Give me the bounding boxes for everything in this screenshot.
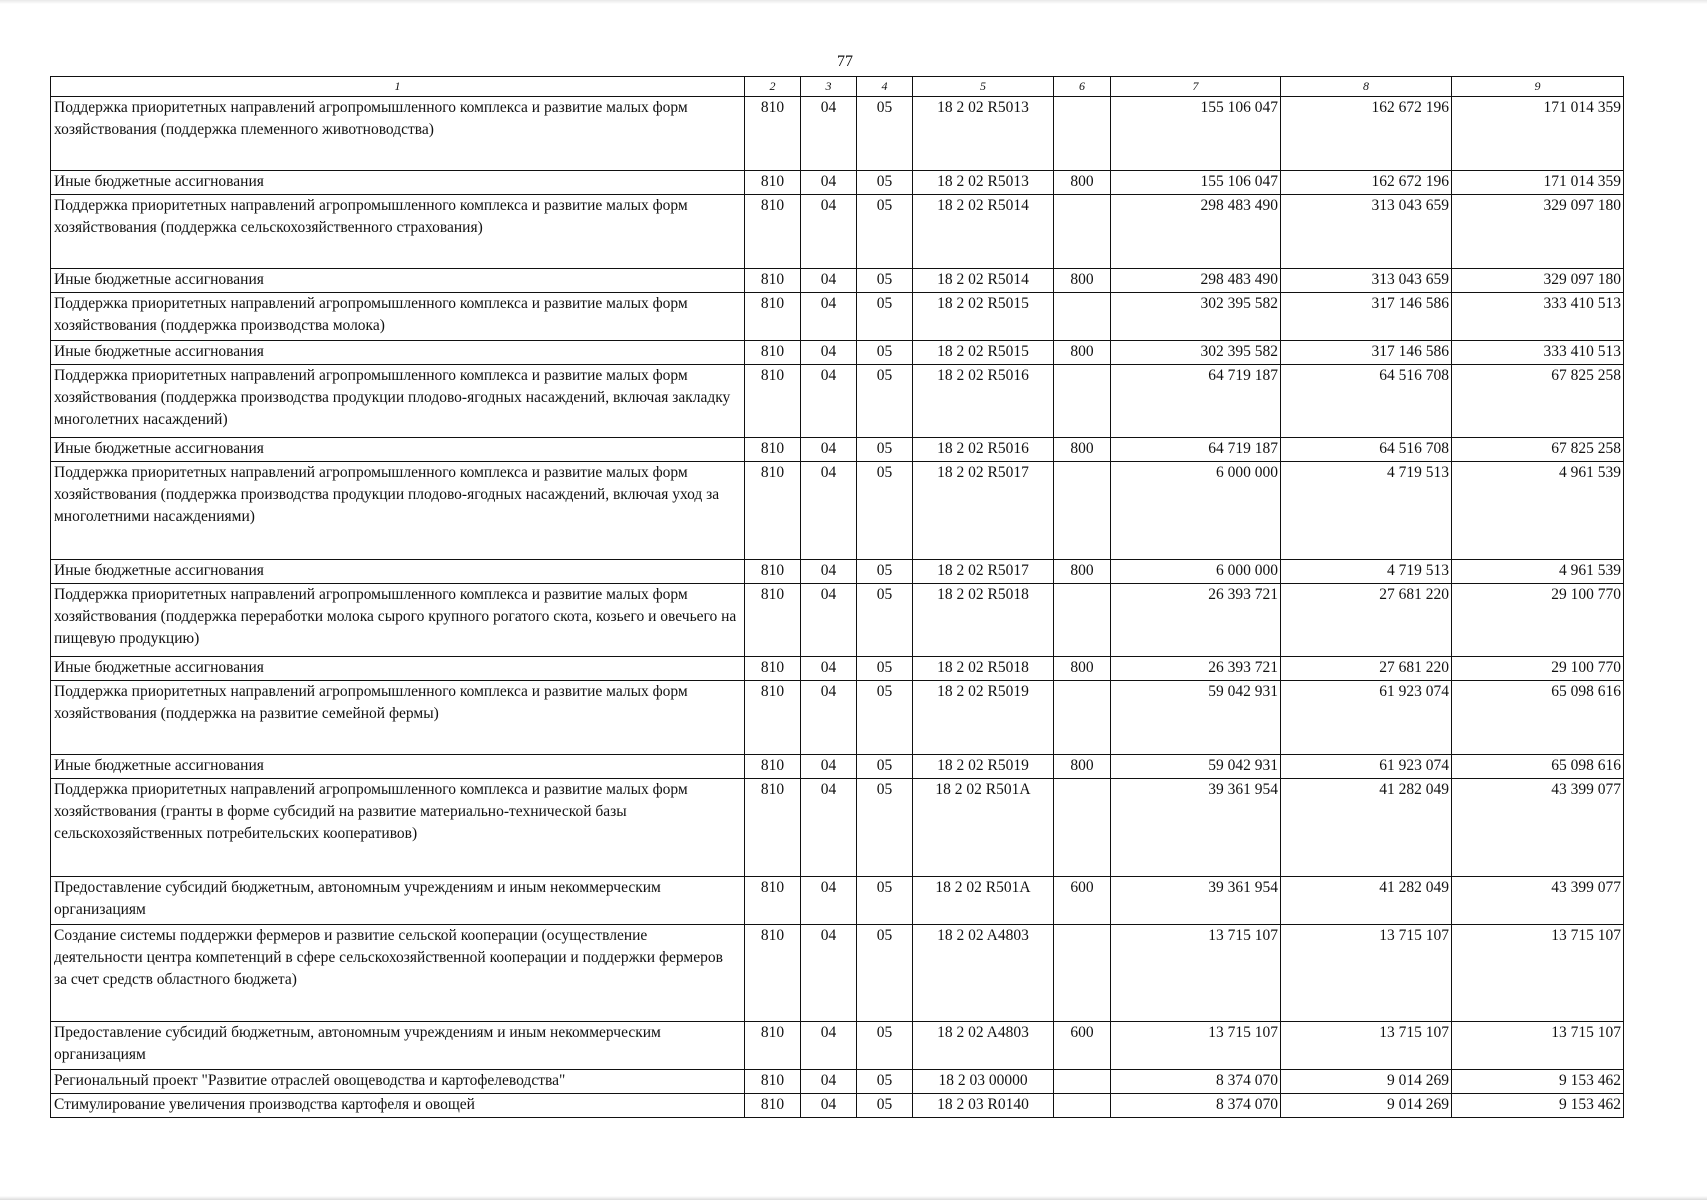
scan-edge-top <box>0 0 1707 4</box>
cell-col-8: 9 014 269 <box>1281 1070 1452 1094</box>
cell-col-7: 6 000 000 <box>1111 560 1281 584</box>
cell-col-3: 04 <box>801 755 857 779</box>
cell-col-3: 04 <box>801 365 857 438</box>
header-col-5: 5 <box>913 77 1054 97</box>
cell-col-6 <box>1054 925 1111 1022</box>
row-name-cell: Поддержка приоритетных направлений агропромышленного комплекса и развитие малых форм хозяйствования (поддержка переработки молока сырого крупного рогатого скота, козьего и овечьего на пищевую продукцию) <box>51 584 745 657</box>
cell-col-8: 64 516 708 <box>1281 438 1452 462</box>
cell-col-3: 04 <box>801 1022 857 1070</box>
cell-col-5: 18 2 02 R5014 <box>913 195 1054 269</box>
cell-col-4: 05 <box>857 1070 913 1094</box>
table-row <box>51 1094 1624 1118</box>
cell-col-6: 800 <box>1054 438 1111 462</box>
table-row <box>51 925 1624 1022</box>
cell-col-8: 13 715 107 <box>1281 925 1452 1022</box>
cell-col-7: 155 106 047 <box>1111 171 1281 195</box>
cell-col-8: 162 672 196 <box>1281 97 1452 171</box>
row-name-cell: Иные бюджетные ассигнования <box>51 341 745 365</box>
cell-col-5: 18 2 02 R5019 <box>913 755 1054 779</box>
cell-col-4: 05 <box>857 365 913 438</box>
cell-col-6 <box>1054 195 1111 269</box>
cell-col-7: 39 361 954 <box>1111 779 1281 877</box>
table-row <box>51 462 1624 560</box>
cell-col-2: 810 <box>745 657 801 681</box>
cell-col-7: 6 000 000 <box>1111 462 1281 560</box>
cell-col-5: 18 2 02 R5013 <box>913 97 1054 171</box>
row-name-cell: Иные бюджетные ассигнования <box>51 755 745 779</box>
cell-col-2: 810 <box>745 365 801 438</box>
table-row <box>51 560 1624 584</box>
cell-col-7: 59 042 931 <box>1111 681 1281 755</box>
cell-col-5: 18 2 02 R5014 <box>913 269 1054 293</box>
table-row <box>51 779 1624 877</box>
table-row <box>51 195 1624 269</box>
cell-col-6 <box>1054 1094 1111 1118</box>
cell-col-9: 333 410 513 <box>1452 293 1624 341</box>
cell-col-2: 810 <box>745 341 801 365</box>
cell-col-6 <box>1054 681 1111 755</box>
cell-col-3: 04 <box>801 1094 857 1118</box>
cell-col-9: 4 961 539 <box>1452 462 1624 560</box>
cell-col-5: 18 2 02 A4803 <box>913 925 1054 1022</box>
cell-col-7: 298 483 490 <box>1111 269 1281 293</box>
cell-col-3: 04 <box>801 925 857 1022</box>
cell-col-4: 05 <box>857 560 913 584</box>
table-row <box>51 755 1624 779</box>
cell-col-2: 810 <box>745 438 801 462</box>
cell-col-4: 05 <box>857 195 913 269</box>
cell-col-3: 04 <box>801 97 857 171</box>
cell-col-7: 26 393 721 <box>1111 584 1281 657</box>
cell-col-6: 800 <box>1054 171 1111 195</box>
cell-col-6: 800 <box>1054 560 1111 584</box>
cell-col-4: 05 <box>857 657 913 681</box>
header-col-3: 3 <box>801 77 857 97</box>
cell-col-6 <box>1054 584 1111 657</box>
row-name-cell: Предоставление субсидий бюджетным, автономным учреждениям и иным некоммерческим организациям <box>51 877 745 925</box>
cell-col-4: 05 <box>857 341 913 365</box>
cell-col-7: 302 395 582 <box>1111 341 1281 365</box>
cell-col-2: 810 <box>745 877 801 925</box>
row-name-cell: Иные бюджетные ассигнования <box>51 560 745 584</box>
cell-col-9: 65 098 616 <box>1452 681 1624 755</box>
cell-col-5: 18 2 02 R5015 <box>913 293 1054 341</box>
cell-col-9: 9 153 462 <box>1452 1070 1624 1094</box>
cell-col-3: 04 <box>801 779 857 877</box>
cell-col-2: 810 <box>745 1022 801 1070</box>
cell-col-9: 329 097 180 <box>1452 269 1624 293</box>
cell-col-2: 810 <box>745 779 801 877</box>
header-col-2: 2 <box>745 77 801 97</box>
row-name-cell: Предоставление субсидий бюджетным, автономным учреждениям и иным некоммерческим организациям <box>51 1022 745 1070</box>
cell-col-9: 43 399 077 <box>1452 779 1624 877</box>
cell-col-9: 29 100 770 <box>1452 584 1624 657</box>
cell-col-9: 13 715 107 <box>1452 925 1624 1022</box>
cell-col-6: 800 <box>1054 657 1111 681</box>
cell-col-2: 810 <box>745 293 801 341</box>
table-row <box>51 365 1624 438</box>
cell-col-3: 04 <box>801 560 857 584</box>
cell-col-8: 313 043 659 <box>1281 269 1452 293</box>
cell-col-6 <box>1054 779 1111 877</box>
cell-col-3: 04 <box>801 584 857 657</box>
row-name-cell: Иные бюджетные ассигнования <box>51 657 745 681</box>
cell-col-5: 18 2 02 R5019 <box>913 681 1054 755</box>
cell-col-7: 13 715 107 <box>1111 1022 1281 1070</box>
table-row <box>51 1022 1624 1070</box>
cell-col-9: 9 153 462 <box>1452 1094 1624 1118</box>
row-name-cell: Иные бюджетные ассигнования <box>51 269 745 293</box>
cell-col-5: 18 2 02 R501A <box>913 779 1054 877</box>
cell-col-9: 67 825 258 <box>1452 365 1624 438</box>
cell-col-3: 04 <box>801 269 857 293</box>
row-name-cell: Поддержка приоритетных направлений агропромышленного комплекса и развитие малых форм хозяйствования (поддержка производства молока) <box>51 293 745 341</box>
cell-col-9: 29 100 770 <box>1452 657 1624 681</box>
cell-col-2: 810 <box>745 584 801 657</box>
cell-col-8: 27 681 220 <box>1281 584 1452 657</box>
cell-col-7: 59 042 931 <box>1111 755 1281 779</box>
row-name-cell: Поддержка приоритетных направлений агропромышленного комплекса и развитие малых форм хозяйствования (поддержка на развитие семейной фермы) <box>51 681 745 755</box>
cell-col-8: 317 146 586 <box>1281 293 1452 341</box>
row-name-cell: Поддержка приоритетных направлений агропромышленного комплекса и развитие малых форм хозяйствования (поддержка производства продукции плодово-ягодных насаждений, включая уход за многолетними насаждениями) <box>51 462 745 560</box>
cell-col-5: 18 2 02 A4803 <box>913 1022 1054 1070</box>
cell-col-2: 810 <box>745 1070 801 1094</box>
table-row <box>51 269 1624 293</box>
header-col-4: 4 <box>857 77 913 97</box>
header-col-1: 1 <box>51 77 745 97</box>
table-row <box>51 657 1624 681</box>
cell-col-4: 05 <box>857 755 913 779</box>
cell-col-8: 162 672 196 <box>1281 171 1452 195</box>
cell-col-5: 18 2 02 R5017 <box>913 462 1054 560</box>
cell-col-8: 61 923 074 <box>1281 755 1452 779</box>
table-row <box>51 438 1624 462</box>
cell-col-6 <box>1054 365 1111 438</box>
cell-col-3: 04 <box>801 462 857 560</box>
cell-col-8: 64 516 708 <box>1281 365 1452 438</box>
cell-col-4: 05 <box>857 97 913 171</box>
cell-col-4: 05 <box>857 584 913 657</box>
row-name-cell: Поддержка приоритетных направлений агропромышленного комплекса и развитие малых форм хозяйствования (гранты в форме субсидий на развитие материально-технической базы сельскохозяйственных потребительских кооперативов) <box>51 779 745 877</box>
cell-col-6 <box>1054 293 1111 341</box>
cell-col-5: 18 2 02 R5016 <box>913 365 1054 438</box>
cell-col-7: 302 395 582 <box>1111 293 1281 341</box>
cell-col-2: 810 <box>745 97 801 171</box>
table-body <box>51 97 1624 1118</box>
cell-col-8: 41 282 049 <box>1281 779 1452 877</box>
cell-col-6 <box>1054 97 1111 171</box>
cell-col-7: 155 106 047 <box>1111 97 1281 171</box>
table-row <box>51 97 1624 171</box>
cell-col-2: 810 <box>745 1094 801 1118</box>
row-name-cell: Поддержка приоритетных направлений агропромышленного комплекса и развитие малых форм хозяйствования (поддержка производства продукции плодово-ягодных насаждений, включая закладку многолетних насаждений) <box>51 365 745 438</box>
cell-col-8: 61 923 074 <box>1281 681 1452 755</box>
cell-col-6: 800 <box>1054 755 1111 779</box>
cell-col-8: 13 715 107 <box>1281 1022 1452 1070</box>
cell-col-2: 810 <box>745 925 801 1022</box>
header-row <box>51 77 1624 97</box>
cell-col-4: 05 <box>857 1094 913 1118</box>
row-name-cell: Иные бюджетные ассигнования <box>51 438 745 462</box>
table-row <box>51 341 1624 365</box>
cell-col-8: 313 043 659 <box>1281 195 1452 269</box>
cell-col-5: 18 2 03 R0140 <box>913 1094 1054 1118</box>
cell-col-4: 05 <box>857 925 913 1022</box>
cell-col-7: 64 719 187 <box>1111 365 1281 438</box>
cell-col-4: 05 <box>857 438 913 462</box>
cell-col-7: 26 393 721 <box>1111 657 1281 681</box>
table-row <box>51 293 1624 341</box>
cell-col-5: 18 2 02 R5015 <box>913 341 1054 365</box>
cell-col-3: 04 <box>801 195 857 269</box>
table-row <box>51 1070 1624 1094</box>
cell-col-4: 05 <box>857 1022 913 1070</box>
cell-col-6 <box>1054 462 1111 560</box>
cell-col-4: 05 <box>857 877 913 925</box>
cell-col-6: 600 <box>1054 1022 1111 1070</box>
cell-col-5: 18 2 02 R5013 <box>913 171 1054 195</box>
cell-col-4: 05 <box>857 779 913 877</box>
cell-col-2: 810 <box>745 755 801 779</box>
cell-col-7: 8 374 070 <box>1111 1070 1281 1094</box>
cell-col-7: 64 719 187 <box>1111 438 1281 462</box>
page-number: 77 <box>837 53 853 70</box>
table-row <box>51 877 1624 925</box>
header-col-8: 8 <box>1281 77 1452 97</box>
cell-col-9: 4 961 539 <box>1452 560 1624 584</box>
cell-col-7: 13 715 107 <box>1111 925 1281 1022</box>
cell-col-4: 05 <box>857 462 913 560</box>
row-name-cell: Создание системы поддержки фермеров и развитие сельской кооперации (осуществление деятельности центра компетенций в сфере сельскохозяйственной кооперации и поддержки фермеров за счет средств областного бюджета) <box>51 925 745 1022</box>
cell-col-8: 41 282 049 <box>1281 877 1452 925</box>
cell-col-9: 67 825 258 <box>1452 438 1624 462</box>
header-col-7: 7 <box>1111 77 1281 97</box>
cell-col-2: 810 <box>745 171 801 195</box>
cell-col-9: 171 014 359 <box>1452 171 1624 195</box>
cell-col-8: 317 146 586 <box>1281 341 1452 365</box>
cell-col-5: 18 2 02 R5017 <box>913 560 1054 584</box>
cell-col-6: 800 <box>1054 269 1111 293</box>
header-col-6: 6 <box>1054 77 1111 97</box>
cell-col-6: 800 <box>1054 341 1111 365</box>
cell-col-9: 13 715 107 <box>1452 1022 1624 1070</box>
cell-col-9: 65 098 616 <box>1452 755 1624 779</box>
cell-col-7: 8 374 070 <box>1111 1094 1281 1118</box>
cell-col-2: 810 <box>745 681 801 755</box>
scan-edge-bottom <box>0 1196 1707 1200</box>
cell-col-5: 18 2 03 00000 <box>913 1070 1054 1094</box>
table-row <box>51 681 1624 755</box>
row-name-cell: Стимулирование увеличения производства картофеля и овощей <box>51 1094 745 1118</box>
table-row <box>51 171 1624 195</box>
cell-col-8: 4 719 513 <box>1281 560 1452 584</box>
cell-col-2: 810 <box>745 195 801 269</box>
cell-col-6: 600 <box>1054 877 1111 925</box>
budget-table <box>50 76 1624 1118</box>
cell-col-4: 05 <box>857 681 913 755</box>
cell-col-5: 18 2 02 R501A <box>913 877 1054 925</box>
header-col-9: 9 <box>1452 77 1624 97</box>
row-name-cell: Поддержка приоритетных направлений агропромышленного комплекса и развитие малых форм хозяйствования (поддержка сельскохозяйственного страхования) <box>51 195 745 269</box>
cell-col-3: 04 <box>801 1070 857 1094</box>
cell-col-9: 329 097 180 <box>1452 195 1624 269</box>
cell-col-2: 810 <box>745 269 801 293</box>
cell-col-3: 04 <box>801 293 857 341</box>
table-header <box>51 77 1624 97</box>
row-name-cell: Поддержка приоритетных направлений агропромышленного комплекса и развитие малых форм хозяйствования (поддержка племенного животноводства) <box>51 97 745 171</box>
cell-col-3: 04 <box>801 681 857 755</box>
cell-col-8: 9 014 269 <box>1281 1094 1452 1118</box>
cell-col-3: 04 <box>801 171 857 195</box>
cell-col-3: 04 <box>801 341 857 365</box>
cell-col-3: 04 <box>801 877 857 925</box>
table-row <box>51 584 1624 657</box>
cell-col-2: 810 <box>745 462 801 560</box>
cell-col-4: 05 <box>857 269 913 293</box>
cell-col-7: 39 361 954 <box>1111 877 1281 925</box>
cell-col-4: 05 <box>857 293 913 341</box>
row-name-cell: Иные бюджетные ассигнования <box>51 171 745 195</box>
cell-col-8: 4 719 513 <box>1281 462 1452 560</box>
cell-col-3: 04 <box>801 438 857 462</box>
cell-col-5: 18 2 02 R5016 <box>913 438 1054 462</box>
cell-col-4: 05 <box>857 171 913 195</box>
cell-col-8: 27 681 220 <box>1281 657 1452 681</box>
cell-col-7: 298 483 490 <box>1111 195 1281 269</box>
cell-col-6 <box>1054 1070 1111 1094</box>
cell-col-3: 04 <box>801 657 857 681</box>
cell-col-9: 333 410 513 <box>1452 341 1624 365</box>
cell-col-5: 18 2 02 R5018 <box>913 657 1054 681</box>
cell-col-9: 43 399 077 <box>1452 877 1624 925</box>
row-name-cell: Региональный проект "Развитие отраслей овощеводства и картофелеводства" <box>51 1070 745 1094</box>
cell-col-2: 810 <box>745 560 801 584</box>
cell-col-5: 18 2 02 R5018 <box>913 584 1054 657</box>
cell-col-9: 171 014 359 <box>1452 97 1624 171</box>
